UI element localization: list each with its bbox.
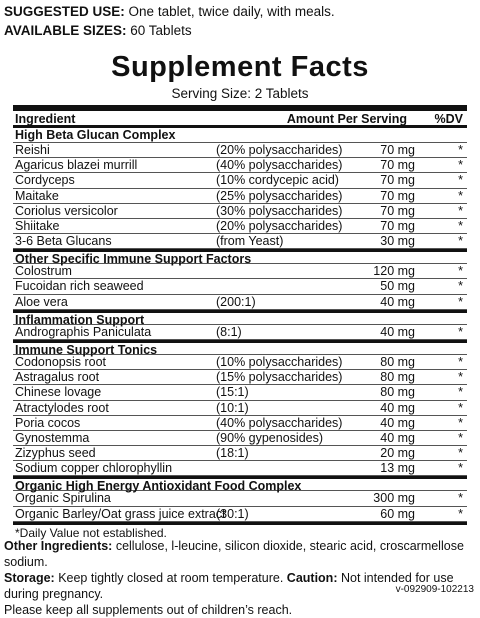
ingredient-dv: *: [458, 400, 463, 415]
version-code: v-092909-102213: [395, 584, 474, 595]
ingredient-amount: 30 mg: [380, 233, 415, 248]
caution-label: Caution:: [286, 571, 338, 585]
ingredient-amount: 70 mg: [380, 158, 415, 173]
ingredient-amount: 40 mg: [380, 400, 415, 415]
ingredient-dv: *: [458, 158, 463, 173]
ingredient-name: Colostrum: [15, 264, 72, 279]
table-row: [13, 158, 467, 173]
ingredient-amount: 70 mg: [380, 188, 415, 203]
ingredient-spec: (90% gypenosides): [216, 430, 324, 445]
ingredient-name: Poria cocos: [15, 415, 81, 430]
available-sizes: [4, 21, 335, 40]
table-row: [13, 295, 467, 310]
table-row: [13, 204, 467, 219]
ingredient-name: Organic Spirulina: [15, 491, 111, 506]
ingredient-amount: 40 mg: [380, 415, 415, 430]
ingredient-dv: *: [458, 355, 463, 370]
section-row: [13, 249, 467, 267]
bottom-block: [4, 538, 476, 618]
ingredient-name: Shiitake: [15, 218, 60, 233]
ingredient-dv: *: [458, 218, 463, 233]
table-row: [13, 491, 467, 506]
ingredient-dv: *: [458, 188, 463, 203]
table-row: [13, 219, 467, 234]
section-row: [13, 340, 467, 355]
ingredient-amount: 13 mg: [380, 461, 415, 476]
ingredient-name: Organic Barley/Oat grass juice extract: [15, 506, 226, 521]
section-title: Immune Support Tonics: [15, 342, 158, 357]
section-row: [13, 476, 467, 494]
table-row: [13, 279, 467, 294]
ingredient-name: Codonopsis root: [15, 355, 107, 370]
table-row: [13, 461, 467, 476]
ingredient-name: Coriolus versicolor: [15, 203, 118, 218]
ingredient-name: Sodium copper chlorophyllin: [15, 461, 173, 476]
ingredient-dv: *: [458, 445, 463, 460]
ingredient-spec: (20% polysaccharides): [216, 218, 343, 233]
table-row: [13, 189, 467, 204]
header-ingredient: Ingredient: [15, 112, 76, 126]
ingredient-spec: (18:1): [216, 445, 249, 460]
ingredient-name: Astragalus root: [15, 370, 100, 385]
ingredient-spec: (40% polysaccharides): [216, 158, 343, 173]
table-row: [13, 431, 467, 446]
keep-out-text: Please keep all supplements out of children’s reach.: [4, 603, 293, 617]
table-row: [13, 370, 467, 385]
section-title: Inflammation Support: [15, 312, 145, 327]
table-row: [13, 401, 467, 416]
ingredient-name: Fucoidan rich seaweed: [15, 279, 144, 294]
ingredient-name: Agaricus blazei murrill: [15, 158, 138, 173]
suggested-use: [4, 2, 335, 21]
ingredient-dv: *: [458, 143, 463, 158]
ingredient-amount: 120 mg: [373, 264, 415, 279]
ingredient-dv: *: [458, 324, 463, 339]
ingredient-amount: 80 mg: [380, 385, 415, 400]
ingredient-amount: 70 mg: [380, 173, 415, 188]
ingredient-amount: 80 mg: [380, 355, 415, 370]
section-title: High Beta Glucan Complex: [15, 128, 176, 142]
storage-label: Storage:: [4, 571, 55, 585]
table-row: [13, 234, 467, 249]
ingredient-dv: *: [458, 506, 463, 521]
ingredient-spec: (8:1): [216, 324, 242, 339]
ingredient-spec: (25% polysaccharides): [216, 188, 343, 203]
ingredient-amount: 50 mg: [380, 279, 415, 294]
supplement-facts-panel: [13, 50, 467, 542]
intro-block: [4, 2, 335, 40]
ingredient-table: [13, 128, 467, 522]
header-amount: Amount Per Serving: [286, 112, 407, 126]
ingredient-name: Atractylodes root: [15, 400, 109, 415]
ingredient-amount: 20 mg: [380, 445, 415, 460]
ingredient-spec: (200:1): [216, 294, 256, 309]
ingredient-spec: (10% cordycepic acid): [216, 173, 339, 188]
ingredient-spec: (15:1): [216, 385, 249, 400]
ingredient-amount: 70 mg: [380, 203, 415, 218]
ingredient-spec: (20% polysaccharides): [216, 143, 343, 158]
table-row: [13, 355, 467, 370]
ingredient-dv: *: [458, 461, 463, 476]
ingredient-spec: (from Yeast): [216, 233, 284, 248]
available-sizes-label: AVAILABLE SIZES:: [4, 23, 127, 38]
ingredient-dv: *: [458, 203, 463, 218]
section-row: [13, 128, 467, 143]
table-row: [13, 446, 467, 461]
other-ingredients: [4, 538, 476, 570]
ingredient-name: Reishi: [15, 143, 50, 158]
table-row: [13, 416, 467, 431]
dv-footnote: *Daily Value not established.: [13, 522, 467, 542]
ingredient-dv: *: [458, 430, 463, 445]
table-header: [13, 111, 467, 128]
ingredient-name: Andrographis Paniculata: [15, 324, 152, 339]
table-row: [13, 264, 467, 279]
ingredient-amount: 70 mg: [380, 218, 415, 233]
table-row: [13, 325, 467, 340]
ingredient-name: Zizyphus seed: [15, 445, 96, 460]
panel-title: Supplement Facts: [111, 51, 369, 83]
caution-text: Not intended for use during pregnancy.: [4, 571, 454, 601]
ingredient-name: Aloe vera: [15, 294, 68, 309]
ingredient-spec: (30% polysaccharides): [216, 203, 343, 218]
table-row: [13, 507, 467, 522]
ingredient-spec: (10% polysaccharides): [216, 355, 343, 370]
suggested-use-label: SUGGESTED USE:: [4, 4, 125, 19]
ingredient-name: 3-6 Beta Glucans: [15, 233, 112, 248]
ingredient-dv: *: [458, 173, 463, 188]
section-title: Organic High Energy Antioxidant Food Complex: [15, 479, 302, 494]
serving-size: Serving Size: 2 Tablets: [171, 86, 309, 101]
ingredient-dv: *: [458, 294, 463, 309]
ingredient-name: Chinese lovage: [15, 385, 102, 400]
ingredient-name: Cordyceps: [15, 173, 75, 188]
ingredient-spec: (10:1): [216, 400, 249, 415]
ingredient-dv: *: [458, 385, 463, 400]
ingredient-dv: *: [458, 279, 463, 294]
ingredient-dv: *: [458, 491, 463, 506]
ingredient-name: Gynostemma: [15, 430, 90, 445]
ingredient-amount: 70 mg: [380, 143, 415, 158]
ingredient-name: Maitake: [15, 188, 59, 203]
table-row: [13, 143, 467, 158]
header-dv: %DV: [434, 112, 463, 126]
ingredient-spec: (40% polysaccharides): [216, 415, 343, 430]
section-row: [13, 310, 467, 325]
storage-text: Keep tightly closed at room temperature.: [58, 571, 284, 585]
ingredient-dv: *: [458, 370, 463, 385]
suggested-use-text: One tablet, twice daily, with meals.: [128, 4, 335, 19]
ingredient-amount: 80 mg: [380, 370, 415, 385]
ingredient-dv: *: [458, 233, 463, 248]
table-row: [13, 385, 467, 400]
other-ingredients-label: Other Ingredients:: [4, 539, 113, 553]
ingredient-amount: 300 mg: [373, 491, 415, 506]
section-title: Other Specific Immune Support Factors: [15, 252, 252, 267]
ingredient-amount: 60 mg: [380, 506, 415, 521]
table-row: [13, 173, 467, 188]
available-sizes-text: 60 Tablets: [130, 23, 192, 38]
ingredient-dv: *: [458, 264, 463, 279]
ingredient-amount: 40 mg: [380, 324, 415, 339]
ingredient-amount: 40 mg: [380, 430, 415, 445]
ingredient-dv: *: [458, 415, 463, 430]
ingredient-amount: 40 mg: [380, 294, 415, 309]
other-ingredients-text: cellulose, l-leucine, silicon dioxide, stearic acid, croscarmellose sodium.: [4, 539, 464, 569]
ingredient-spec: (15% polysaccharides): [216, 370, 343, 385]
ingredient-spec: (30:1): [216, 506, 249, 521]
